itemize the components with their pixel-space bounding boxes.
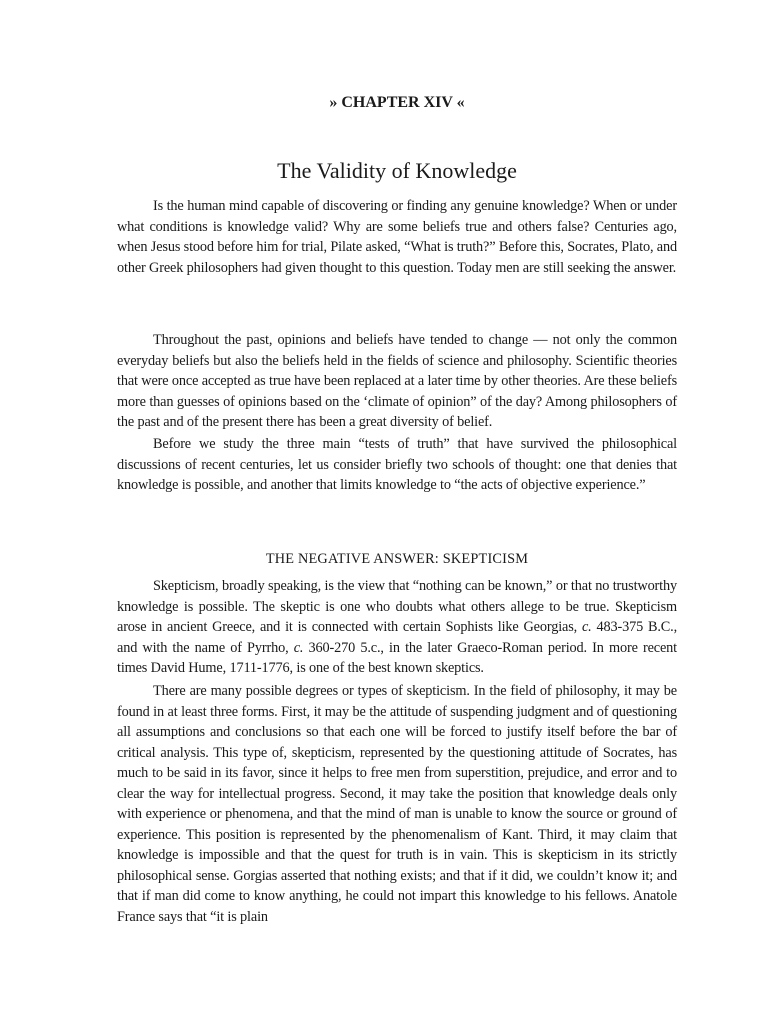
paragraph-skepticism-types: There are many possible degrees or types of skepticism. In the field of philosophy, it may be found in at least three forms. First, it may be the attitude of suspending judgment and of questioning all assumptions and conclusions so that each one will be forced to justify itself before the bar of critical analysis. This type of, skepticism, represented by the questioning attitude of Socrates, has much to be said in its favor, since it helps to free men from superstition, prejudice, and error and to clear the way for intellectual progress. Second, it may take the position that knowledge deals only with experience or phenomena, and that the mind of man is unable to know the source or ground of experience. This position is represented by the phenomenalism of Kant. Third, it may claim that knowledge is impossible and that the quest for truth is in vain. This is skepticism in its strictly philosophical sense. Gorgias asserted that nothing exists; and that if it did, we couldn’t know it; and that if man did come to know anything, he could not impart this knowledge to his fellows. Anatole France says that “it is plain — [117, 683, 677, 925]
paragraph-intro: Is the human mind capable of discovering or finding any genuine knowledge? When or under what conditions is knowledge valid? Why are some beliefs true and others false? Centuries ago, when Jesus stood before him for trial, Pilate asked, “What is truth?” Before this, Socrates, Plato, and other Greek philosophers had given thought to this question. Today men are still seeking the answer. — [117, 198, 677, 276]
circa-abbrev: c. — [293, 639, 304, 656]
chapter-label: » CHAPTER XIV « — [329, 94, 465, 111]
paragraph-beliefs: Throughout the past, opinions and beliefs have tended to change — not only the common everyday beliefs but also the beliefs held in the fields of science and philosophy. Scientific theories that were once accepted as true have been replaced at a later time by other theories. Are these beliefs more than guesses of opinions based on the ‘climate of opinion” of the day? Among philosophers of the past and of the present there has been a great diversity of belief. — [117, 332, 677, 430]
skepticism-text-b: 483-375 B.C., and with the name of Pyrrho, — [117, 619, 678, 656]
chapter-title: The Validity of Knowledge — [277, 158, 517, 183]
skepticism-text-c: 360-270 5.c., in the later Graeco-Roman period. In more recent times David Hume, 1711-1776, is one of the best known skeptics. — [117, 639, 678, 676]
paragraph-tests-of-truth: Before we study the three main “tests of truth” that have survived the philosophical discussions of recent centuries, let us consider briefly two schools of thought: one that denies that knowledge is possible, and another that limits knowledge to “the acts of objective experience.” — [117, 436, 677, 493]
paragraph-skepticism-definition — [117, 576, 677, 679]
skepticism-text-a: Skepticism, broadly speaking, is the view that “nothing can be known,” or that no trustworthy knowledge is possible. The skeptic is one who doubts what others allege to be true. Skepticism arose in ancient Greece, and it is connected with certain Sophists like Georgias, — [117, 578, 677, 635]
section-heading: THE NEGATIVE ANSWER: SKEPTICISM — [265, 551, 529, 567]
circa-abbrev: c. — [581, 619, 592, 635]
